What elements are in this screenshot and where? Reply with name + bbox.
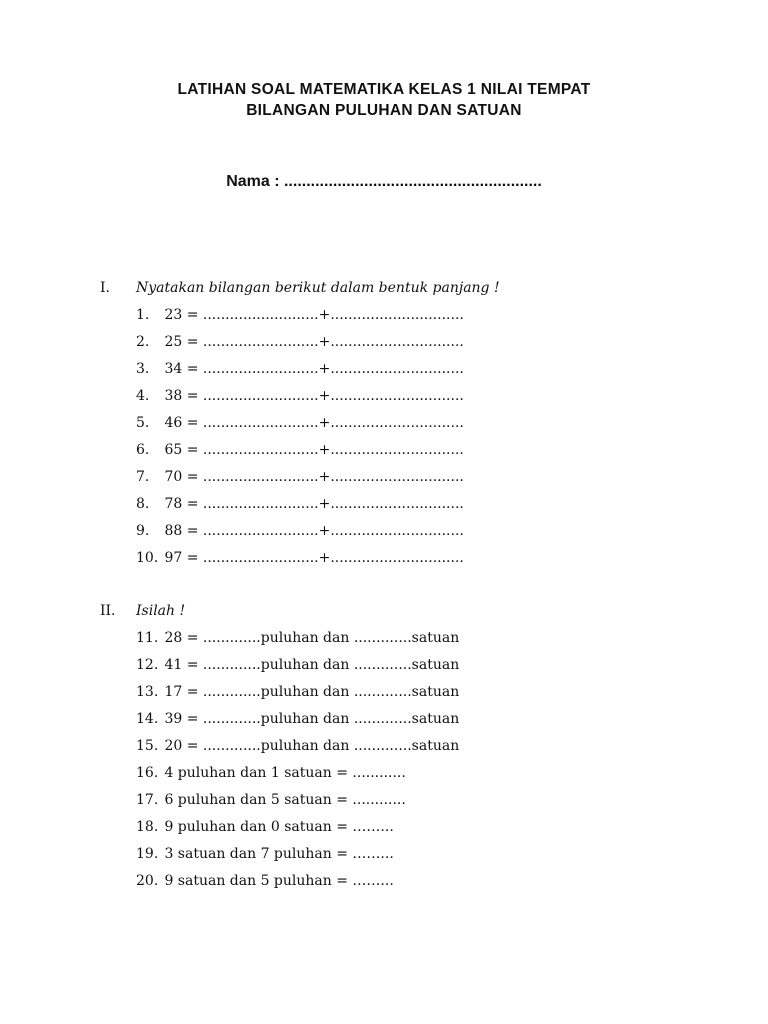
question-text: 25 = ..........................+.............................. [164, 334, 464, 350]
question-number: 10. [136, 550, 159, 566]
question-text: 6 puluhan dan 5 satuan = ............ [164, 792, 406, 808]
question-text: 39 = .............puluhan dan .............satuan [164, 711, 460, 727]
question-item [136, 495, 464, 513]
question-item [136, 818, 394, 836]
question-text: 65 = ..........................+.............................. [164, 442, 464, 458]
question-text: 38 = ..........................+.............................. [164, 388, 464, 404]
question-text: 17 = .............puluhan dan .............satuan [164, 684, 460, 700]
question-text: 23 = ..........................+.............................. [164, 307, 464, 323]
section1-number: I. [100, 280, 110, 296]
question-item [136, 522, 464, 540]
question-item [136, 629, 459, 647]
question-text: 78 = ..........................+.............................. [164, 496, 464, 512]
section1-instruction: Nyatakan bilangan berikut dalam bentuk panjang ! [136, 280, 500, 296]
question-item [136, 710, 459, 728]
question-text: 9 puluhan dan 0 satuan = ……... [164, 819, 394, 835]
question-number: 5. [136, 415, 150, 431]
question-item [136, 360, 464, 378]
question-item [136, 414, 464, 432]
question-number: 9. [136, 523, 150, 539]
question-text: 88 = ..........................+.............................. [164, 523, 464, 539]
question-number: 17. [136, 792, 159, 808]
worksheet-title-line1: LATIHAN SOAL MATEMATIKA KELAS 1 NILAI TEMPAT [177, 81, 591, 98]
question-item [136, 737, 459, 755]
question-number: 16. [136, 765, 159, 781]
question-number: 11. [136, 630, 159, 646]
question-item [136, 333, 464, 351]
question-item [136, 441, 464, 459]
question-number: 1. [136, 307, 150, 323]
section2-number: II. [100, 603, 116, 619]
question-text: 28 = .............puluhan dan .............satuan [164, 630, 460, 646]
question-number: 13. [136, 684, 159, 700]
name-field-label: Nama : .......................................................... [226, 173, 542, 190]
question-item [136, 306, 464, 324]
question-number: 15. [136, 738, 159, 754]
question-text: 70 = ..........................+.............................. [164, 469, 464, 485]
section2-instruction: Isilah ! [136, 603, 186, 619]
question-number: 12. [136, 657, 159, 673]
question-item [136, 872, 394, 890]
question-item [136, 468, 464, 486]
question-number: 4. [136, 388, 150, 404]
question-item [136, 387, 464, 405]
question-item [136, 791, 406, 809]
question-number: 7. [136, 469, 150, 485]
question-text: 34 = ..........................+.............................. [164, 361, 464, 377]
question-text: 46 = ..........................+.............................. [164, 415, 464, 431]
question-item [136, 549, 464, 567]
question-text: 41 = .............puluhan dan .............satuan [164, 657, 460, 673]
question-item [136, 845, 394, 863]
worksheet-title-line2: BILANGAN PULUHAN DAN SATUAN [246, 102, 522, 119]
question-number: 18. [136, 819, 159, 835]
question-number: 14. [136, 711, 159, 727]
question-text: 4 puluhan dan 1 satuan = ............ [164, 765, 406, 781]
question-item [136, 764, 406, 782]
question-number: 20. [136, 873, 159, 889]
question-number: 2. [136, 334, 150, 350]
question-text: 97 = ..........................+.............................. [164, 550, 464, 566]
question-number: 19. [136, 846, 159, 862]
question-number: 3. [136, 361, 150, 377]
question-item [136, 656, 459, 674]
question-text: 20 = .............puluhan dan .............satuan [164, 738, 460, 754]
question-item [136, 683, 459, 701]
question-number: 6. [136, 442, 150, 458]
question-text: 9 satuan dan 5 puluhan = ……... [164, 873, 394, 889]
question-text: 3 satuan dan 7 puluhan = ……... [164, 846, 394, 862]
question-number: 8. [136, 496, 150, 512]
